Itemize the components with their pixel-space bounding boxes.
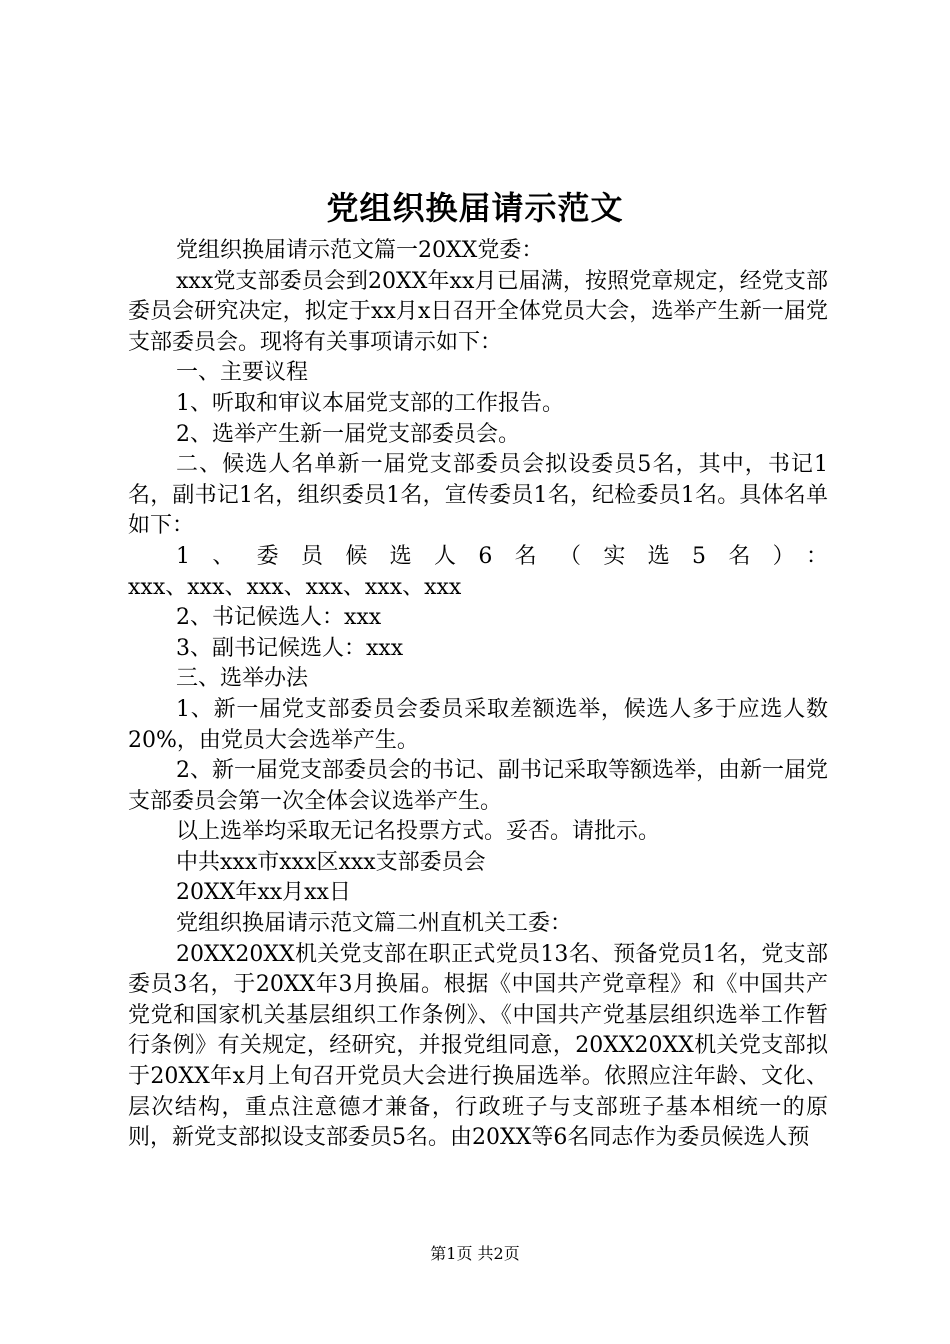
page-footer: 第1页 共2页: [430, 1244, 520, 1263]
paragraph: xxx、xxx、xxx、xxx、xxx、xxx: [128, 574, 462, 600]
paragraph: 20XX20XX机关党支部在职正式党员13名、预备党员1名，党支部委员3名，于20XX年3月换届。根据《中国共产党章程》和《中国共产党党和国家机关基层组织工作条例》、《中国共产党基层组织选举工作暂行条例》有关规定，经研究，并报党组同意，20XX20XX机关党支部拟于20XX年x月上旬召开党员大会进行换届选举。依照应注年龄、文化、层次结构，重点注意德才兼备，行政班子与支部班子基本相统一的原则，新党支部拟设支部委员5名。由20XX等6名同志作为委员候选人预: [128, 941, 828, 1151]
paragraph: 1、新一届党支部委员会委员采取差额选举，候选人多于应选人数20%，由党员大会选举产生。: [128, 696, 828, 753]
paragraph: 1、听取和审议本届党支部的工作报告。: [176, 390, 564, 416]
paragraph: 1、委员候选人6名（实选5名）：: [176, 543, 828, 569]
paragraph: 党组织换届请示范文篇二州直机关工委：: [176, 911, 573, 937]
paragraph: 以上选举均采取无记名投票方式。妥否。请批示。: [176, 819, 661, 845]
document-body: [128, 236, 828, 1154]
paragraph: 3、副书记候选人：xxx: [176, 635, 404, 661]
paragraph: 中共xxx市xxx区xxx支部委员会: [176, 849, 486, 875]
paragraph: 20XX年xx月xx日: [176, 880, 351, 906]
paragraph: 2、选举产生新一届党支部委员会。: [176, 421, 520, 447]
paragraph: 三、选举办法: [176, 666, 309, 692]
paragraph: 二、候选人名单新一届党支部委员会拟设委员5名，其中，书记1名，副书记1名，组织委员1名，宣传委员1名，纪检委员1名。具体名单如下：: [128, 452, 828, 539]
paragraph: xxx党支部委员会到20XX年xx月已届满，按照党章规定，经党支部委员会研究决定，拟定于xx月x日召开全体党员大会，选举产生新一届党支部委员会。现将有关事项请示如下：: [128, 268, 828, 355]
paragraph: 2、书记候选人：xxx: [176, 605, 382, 631]
paragraph: 一、主要议程: [176, 360, 309, 386]
document-title: 党组织换届请示范文: [326, 189, 624, 227]
paragraph: 2、新一届党支部委员会的书记、副书记采取等额选举，由新一届党支部委员会第一次全体会议选举产生。: [128, 758, 828, 814]
paragraph: 党组织换届请示范文篇一20XX党委：: [176, 238, 544, 263]
